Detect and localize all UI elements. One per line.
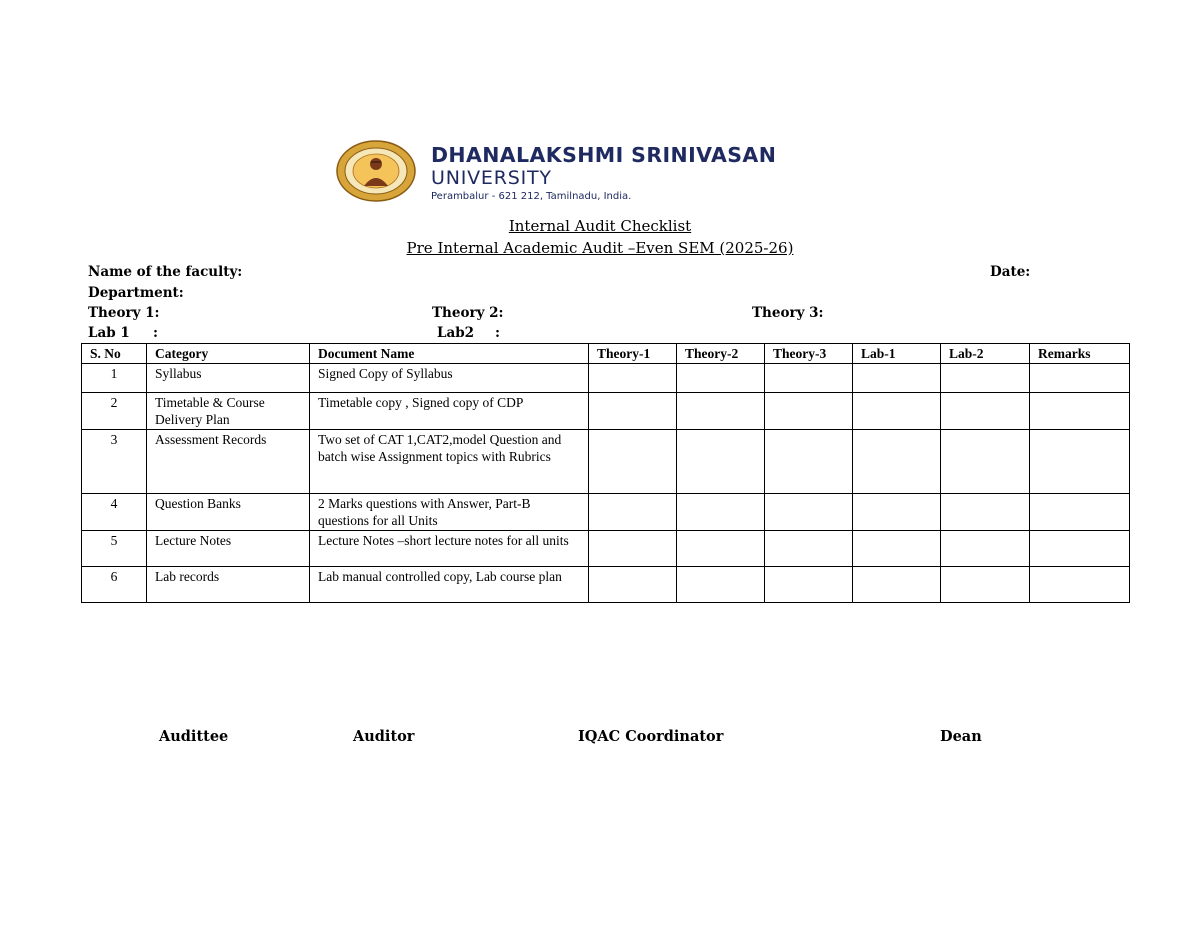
table-row (82, 493, 1130, 530)
cell-remarks[interactable] (1030, 429, 1130, 493)
cell-theory-2[interactable] (677, 429, 765, 493)
university-sub: UNIVERSITY (431, 167, 552, 189)
cell-sno: 3 (82, 429, 147, 493)
university-logo (336, 140, 876, 206)
table-row (82, 392, 1130, 429)
cell-lab-1[interactable] (853, 566, 941, 602)
cell-remarks[interactable] (1030, 530, 1130, 566)
cell-theory-3[interactable] (765, 530, 853, 566)
department-label: Department: (88, 285, 184, 301)
cell-theory-1[interactable] (589, 530, 677, 566)
cell-lab-2[interactable] (941, 392, 1030, 429)
cell-theory-3[interactable] (765, 363, 853, 392)
cell-remarks[interactable] (1030, 566, 1130, 602)
cell-sno: 4 (82, 493, 147, 530)
header-sno: S. No (82, 344, 147, 364)
cell-theory-3[interactable] (765, 566, 853, 602)
table-row (82, 530, 1130, 566)
cell-lab-2[interactable] (941, 566, 1030, 602)
cell-lab-2[interactable] (941, 363, 1030, 392)
cell-theory-3[interactable] (765, 392, 853, 429)
header-document-name: Document Name (310, 344, 589, 364)
header-theory-2: Theory-2 (677, 344, 765, 364)
cell-document: 2 Marks questions with Answer, Part-B questions for all Units (310, 493, 589, 530)
cell-lab-1[interactable] (853, 363, 941, 392)
university-seal-icon (336, 140, 416, 202)
table-row (82, 566, 1130, 602)
cell-lab-2[interactable] (941, 493, 1030, 530)
lab1-colon: : (153, 325, 158, 341)
cell-category: Lecture Notes (147, 530, 310, 566)
header-category: Category (147, 344, 310, 364)
cell-category: Question Banks (147, 493, 310, 530)
cell-remarks[interactable] (1030, 363, 1130, 392)
header-lab-2: Lab-2 (941, 344, 1030, 364)
cell-theory-1[interactable] (589, 429, 677, 493)
university-address: Perambalur - 621 212, Tamilnadu, India. (431, 191, 632, 202)
cell-remarks[interactable] (1030, 392, 1130, 429)
audit-checklist-table (81, 343, 1130, 603)
cell-theory-2[interactable] (677, 493, 765, 530)
header-theory-1: Theory-1 (589, 344, 677, 364)
lab2-colon: : (495, 325, 500, 341)
cell-lab-2[interactable] (941, 429, 1030, 493)
cell-document: Lecture Notes –short lecture notes for all units (310, 530, 589, 566)
cell-document: Lab manual controlled copy, Lab course plan (310, 566, 589, 602)
cell-category: Syllabus (147, 363, 310, 392)
signature-dean: Dean (940, 728, 982, 745)
cell-sno: 5 (82, 530, 147, 566)
cell-theory-2[interactable] (677, 566, 765, 602)
cell-lab-1[interactable] (853, 493, 941, 530)
cell-theory-1[interactable] (589, 392, 677, 429)
cell-category: Assessment Records (147, 429, 310, 493)
page-title: Internal Audit Checklist (508, 217, 692, 235)
cell-theory-1[interactable] (589, 493, 677, 530)
cell-theory-3[interactable] (765, 429, 853, 493)
lab2-label: Lab2 (437, 325, 475, 341)
cell-theory-3[interactable] (765, 493, 853, 530)
theory2-label: Theory 2: (432, 305, 504, 321)
cell-theory-1[interactable] (589, 363, 677, 392)
signature-auditor: Auditor (353, 728, 415, 745)
cell-lab-1[interactable] (853, 429, 941, 493)
cell-document: Timetable copy , Signed copy of CDP (310, 392, 589, 429)
cell-document: Signed Copy of Syllabus (310, 363, 589, 392)
cell-category: Timetable & Course Delivery Plan (147, 392, 310, 429)
table-row (82, 429, 1130, 493)
cell-lab-1[interactable] (853, 392, 941, 429)
header-lab-1: Lab-1 (853, 344, 941, 364)
cell-sno: 1 (82, 363, 147, 392)
cell-sno: 6 (82, 566, 147, 602)
date-label: Date: (990, 264, 1031, 280)
cell-category: Lab records (147, 566, 310, 602)
page-subtitle: Pre Internal Academic Audit –Even SEM (2025-26) (406, 239, 794, 257)
cell-theory-2[interactable] (677, 530, 765, 566)
signature-auditee: Audittee (159, 728, 229, 745)
cell-theory-2[interactable] (677, 392, 765, 429)
cell-theory-2[interactable] (677, 363, 765, 392)
cell-theory-1[interactable] (589, 566, 677, 602)
university-name: DHANALAKSHMI SRINIVASAN (431, 143, 777, 167)
header-remarks: Remarks (1030, 344, 1130, 364)
faculty-label: Name of the faculty: (88, 264, 243, 280)
cell-remarks[interactable] (1030, 493, 1130, 530)
cell-lab-1[interactable] (853, 530, 941, 566)
theory1-label: Theory 1: (88, 305, 160, 321)
table-header-row (82, 344, 1130, 364)
signature-iqac: IQAC Coordinator (578, 728, 724, 745)
cell-lab-2[interactable] (941, 530, 1030, 566)
cell-sno: 2 (82, 392, 147, 429)
lab1-label: Lab 1 (88, 325, 130, 341)
cell-document: Two set of CAT 1,CAT2,model Question and batch wise Assignment topics with Rubrics (310, 429, 589, 493)
theory3-label: Theory 3: (752, 305, 824, 321)
header-theory-3: Theory-3 (765, 344, 853, 364)
table-row (82, 363, 1130, 392)
